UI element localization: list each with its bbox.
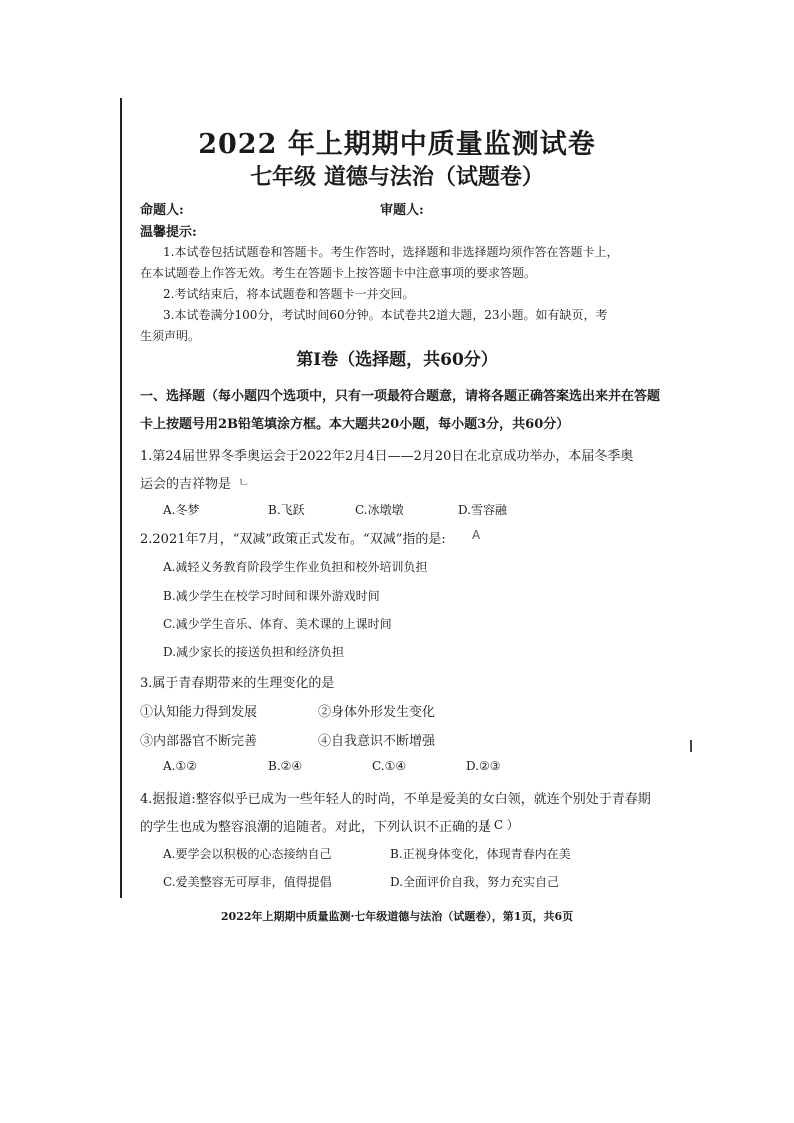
section-instruction: 卡上按题号用2B铅笔填涂方框。本大题共20小题，每小题3分，共60分） xyxy=(140,417,570,432)
question-3-option: D.②③ xyxy=(466,759,501,773)
author-label: 命题人: xyxy=(140,203,184,218)
question-3-stem: 3.属于青春期带来的生理变化的是 xyxy=(140,676,335,691)
question-4-stem: 4.据报道:整容似乎已成为一些年轻人的时尚，不单是爱美的女白领，就连个别处于青春期 xyxy=(140,792,651,807)
section-instruction: 一、选择题（每小题四个选项中，只有一项最符合题意，请将各题正确答案选出来并在答题 xyxy=(140,389,661,404)
question-4-option: A.要学会以积极的心态接纳自己 xyxy=(163,847,332,861)
notice-line: 2.考试结束后，将本试题卷和答题卡一并交回。 xyxy=(163,287,415,301)
question-2-option: D.减少家长的接送负担和经济负担 xyxy=(163,645,345,659)
exam-subtitle: 七年级 道德与法治（试题卷） xyxy=(250,164,544,190)
pencil-mark: ㄴ xyxy=(238,475,250,489)
question-1-option: C.冰墩墩 xyxy=(355,503,404,517)
question-4-answer-paren: （ C ） xyxy=(478,818,519,832)
notice-line: 在本试题卷上作答无效。考生在答题卡上按答题卡中注意事项的要求答题。 xyxy=(140,266,537,280)
reviewer-label: 审题人: xyxy=(380,203,424,218)
question-1-option: D.雪容融 xyxy=(458,503,508,517)
question-4-option: C.爱美整容无可厚非，值得提倡 xyxy=(163,875,332,889)
question-3-item: ②身体外形发生变化 xyxy=(318,705,436,720)
question-3-option: A.①② xyxy=(163,759,197,773)
question-1-option: A.冬梦 xyxy=(163,503,200,517)
question-1-stem: 运会的吉祥物是 xyxy=(140,477,232,492)
question-3-option: B.②④ xyxy=(268,759,303,773)
pencil-mark: A xyxy=(472,528,481,542)
notice-line: 1.本试卷包括试题卷和答题卡。考生作答时，选择题和非选择题均须作答在答题卡上， xyxy=(163,245,619,259)
left-margin-rule xyxy=(120,98,122,898)
notice-heading: 温馨提示: xyxy=(140,225,197,240)
question-1-stem: 1.第24届世界冬季奥运会于2022年2月4日——2月20日在北京成功举办，本届冬季奥 xyxy=(140,449,634,464)
question-3-item: ①认知能力得到发展 xyxy=(140,705,258,720)
question-3-item: ③内部器官不断完善 xyxy=(140,734,258,749)
question-2-stem: 2.2021年7月，“双减”政策正式发布。“双减”指的是: xyxy=(140,532,446,547)
question-2-option: C.减少学生音乐、体育、美术课的上课时间 xyxy=(163,617,392,631)
question-4-option: B.正视身体变化，体现青春内在美 xyxy=(390,847,571,861)
question-1-option: B.飞跃 xyxy=(268,503,305,517)
question-4-stem: 的学生也成为整容浪潮的追随者。对此，下列认识不正确的是 xyxy=(140,820,492,835)
question-4-option: D.全面评价自我，努力充实自己 xyxy=(390,875,560,889)
question-3-option: C.①④ xyxy=(372,759,407,773)
question-2-option: A.减轻义务教育阶段学生作业负担和校外培训负担 xyxy=(163,560,428,574)
page-footer: 2022年上期期中质量监测·七年级道德与法治（试题卷），第1页，共6页 xyxy=(220,910,574,923)
section-title: 第Ⅰ卷（选择题，共60分） xyxy=(296,350,498,370)
notice-line: 生须声明。 xyxy=(140,329,201,343)
notice-line: 3.本试卷满分100分，考试时间60分钟。本试卷共2道大题，23小题。如有缺页，考 xyxy=(163,308,608,322)
question-3-item: ④自我意识不断增强 xyxy=(318,734,436,749)
question-2-option: B.减少学生在校学习时间和课外游戏时间 xyxy=(163,589,380,603)
exam-title: 2022 年上期期中质量监测试卷 xyxy=(198,129,596,160)
scan-mark xyxy=(690,740,692,752)
